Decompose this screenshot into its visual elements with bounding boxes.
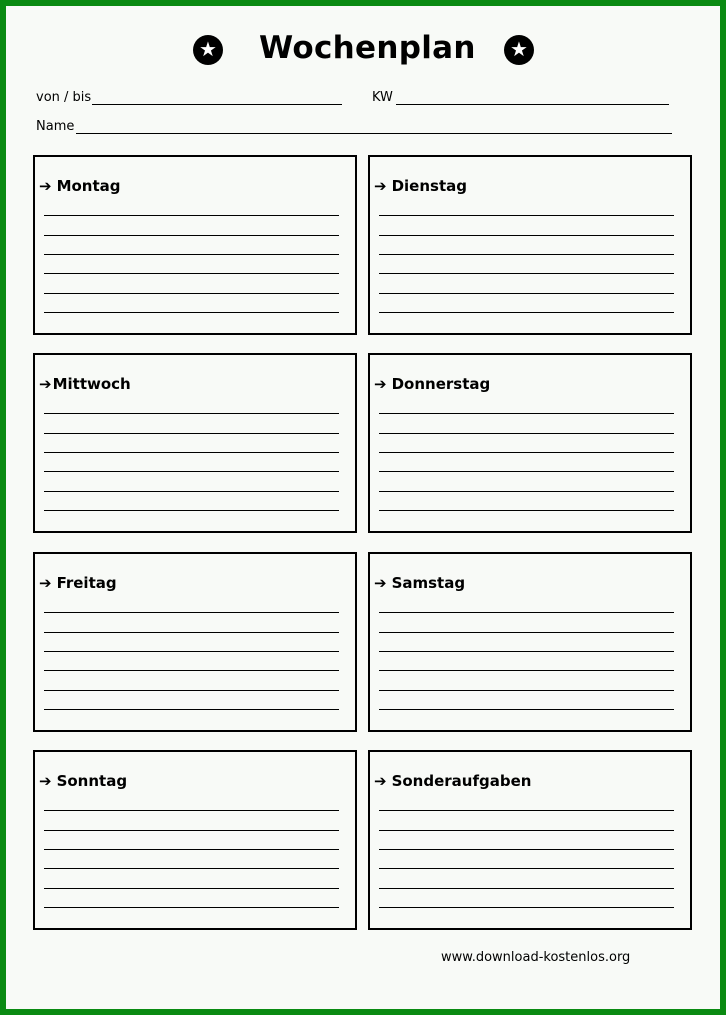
arrow-right-icon: ➔ bbox=[39, 177, 52, 195]
writing-line bbox=[44, 254, 339, 255]
page-title: Wochenplan bbox=[259, 30, 476, 66]
writing-line bbox=[44, 690, 339, 691]
writing-line bbox=[379, 471, 674, 472]
star-icon: ★ bbox=[504, 35, 534, 65]
writing-line bbox=[379, 491, 674, 492]
arrow-right-icon: ➔ bbox=[374, 574, 387, 592]
day-box-samstag bbox=[368, 552, 692, 732]
footer-website: www.download-kostenlos.org bbox=[441, 950, 631, 965]
writing-line bbox=[44, 312, 339, 313]
writing-line bbox=[379, 413, 674, 414]
day-heading: ➔ Donnerstag bbox=[374, 375, 491, 393]
writing-line bbox=[44, 452, 339, 453]
day-heading: ➔ Montag bbox=[39, 177, 121, 195]
kw-label: KW bbox=[372, 90, 393, 105]
day-heading: ➔Mittwoch bbox=[39, 375, 131, 393]
von-bis-label: von / bis bbox=[36, 90, 92, 105]
day-box-dienstag bbox=[368, 155, 692, 335]
writing-line bbox=[379, 849, 674, 850]
writing-line bbox=[44, 849, 339, 850]
name-label: Name bbox=[36, 119, 75, 134]
day-heading: ➔ Sonderaufgaben bbox=[374, 772, 532, 790]
title-row bbox=[6, 30, 720, 74]
day-heading: ➔ Freitag bbox=[39, 574, 117, 592]
writing-line bbox=[379, 830, 674, 831]
writing-line bbox=[379, 612, 674, 613]
writing-line bbox=[379, 254, 674, 255]
writing-line bbox=[44, 670, 339, 671]
writing-line bbox=[379, 868, 674, 869]
day-box-sonntag bbox=[33, 750, 357, 930]
day-heading: ➔ Sonntag bbox=[39, 772, 128, 790]
arrow-right-icon: ➔ bbox=[39, 574, 52, 592]
writing-line bbox=[44, 651, 339, 652]
writing-line bbox=[44, 491, 339, 492]
writing-line bbox=[44, 868, 339, 869]
writing-line bbox=[44, 810, 339, 811]
writing-line bbox=[379, 273, 674, 274]
day-box-donnerstag bbox=[368, 353, 692, 533]
writing-line bbox=[44, 709, 339, 710]
writing-line bbox=[379, 670, 674, 671]
arrow-right-icon: ➔ bbox=[374, 375, 387, 393]
day-box-montag bbox=[33, 155, 357, 335]
arrow-right-icon: ➔ bbox=[374, 177, 387, 195]
star-icon: ★ bbox=[193, 35, 223, 65]
writing-line bbox=[379, 452, 674, 453]
writing-line bbox=[379, 651, 674, 652]
writing-line bbox=[44, 830, 339, 831]
day-heading: ➔ Dienstag bbox=[374, 177, 467, 195]
writing-line bbox=[379, 690, 674, 691]
writing-line bbox=[44, 907, 339, 908]
arrow-right-icon: ➔ bbox=[39, 375, 52, 393]
writing-line bbox=[44, 888, 339, 889]
name-field[interactable] bbox=[76, 133, 672, 134]
writing-line bbox=[379, 709, 674, 710]
writing-line bbox=[44, 612, 339, 613]
writing-line bbox=[44, 510, 339, 511]
kw-field[interactable] bbox=[396, 104, 669, 105]
writing-line bbox=[44, 632, 339, 633]
writing-line bbox=[379, 433, 674, 434]
day-box-mittwoch bbox=[33, 353, 357, 533]
writing-line bbox=[44, 293, 339, 294]
writing-line bbox=[44, 215, 339, 216]
writing-line bbox=[379, 632, 674, 633]
von-bis-field[interactable] bbox=[92, 104, 342, 105]
writing-line bbox=[44, 471, 339, 472]
writing-line bbox=[379, 810, 674, 811]
writing-line bbox=[379, 888, 674, 889]
writing-line bbox=[379, 215, 674, 216]
day-heading: ➔ Samstag bbox=[374, 574, 466, 592]
writing-line bbox=[44, 235, 339, 236]
writing-line bbox=[379, 510, 674, 511]
writing-line bbox=[379, 293, 674, 294]
writing-line bbox=[379, 312, 674, 313]
writing-line bbox=[44, 413, 339, 414]
writing-line bbox=[44, 273, 339, 274]
arrow-right-icon: ➔ bbox=[374, 772, 387, 790]
writing-line bbox=[44, 433, 339, 434]
day-box-sonderaufgaben bbox=[368, 750, 692, 930]
day-box-freitag bbox=[33, 552, 357, 732]
writing-line bbox=[379, 235, 674, 236]
writing-line bbox=[379, 907, 674, 908]
arrow-right-icon: ➔ bbox=[39, 772, 52, 790]
